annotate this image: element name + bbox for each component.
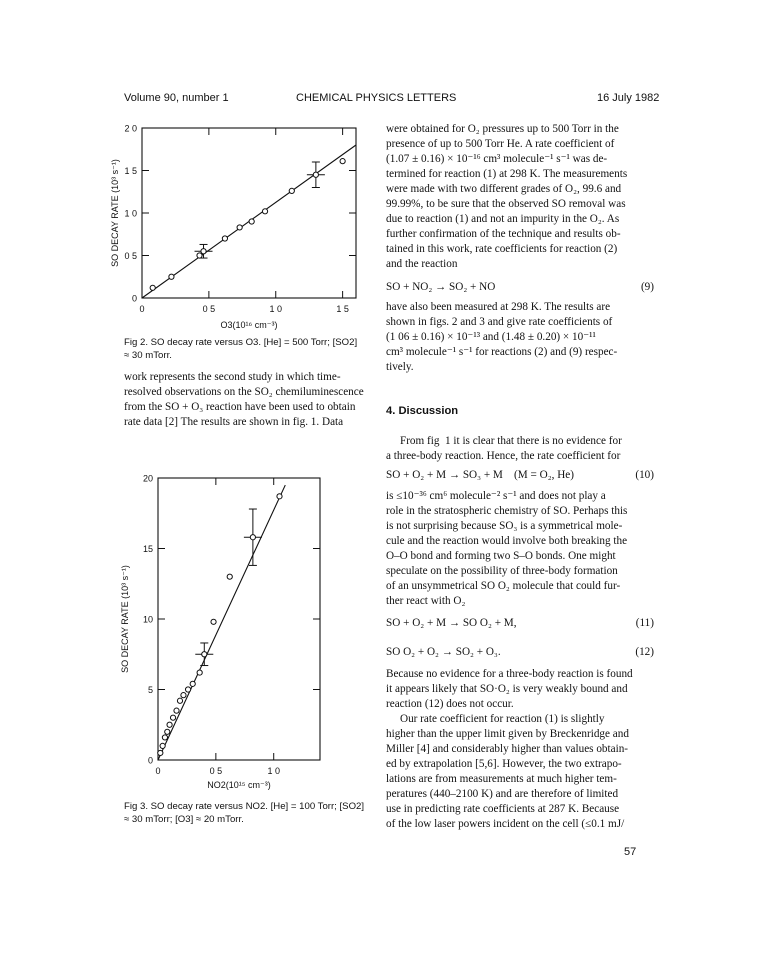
equation-text: SO + O₂ + M → SO₃ + M (M = O₂, He): [386, 469, 574, 481]
data-point: [185, 687, 190, 692]
data-point: [150, 285, 155, 290]
right-paragraph-4: [386, 489, 656, 609]
text-line: presence of up to 500 Torr He. A rate coefficient of: [386, 138, 615, 150]
text-line: of the low laser powers incident on the cell (≤0.1 mJ/: [386, 818, 625, 830]
x-tick-label: 1 5: [336, 304, 349, 314]
x-tick-label: 0 5: [209, 766, 223, 776]
equation-11: [386, 617, 654, 629]
figure-3-chart: [118, 468, 338, 793]
text-line: lations are from measurements at much higher tem-: [386, 773, 617, 785]
data-point: [170, 715, 175, 720]
text-line: cule and the reaction would involve both breaking the: [386, 535, 628, 547]
equation-number: (9): [640, 281, 654, 293]
x-axis-label: O3(10¹⁶ cm⁻³): [220, 320, 278, 330]
text-line: reaction (12) does not occur.: [386, 698, 514, 710]
right-paragraph-3: [386, 434, 656, 464]
text-line: role in the stratospheric chemistry of SO. Perhaps this: [386, 505, 628, 517]
equation-text: SO O₂ + O₂ → SO₂ + O₃.: [386, 646, 501, 658]
plot-frame: [142, 128, 356, 298]
figure-3-caption-line: Fig 3. SO decay rate versus NO2. [He] = 100 Torr; [SO2]: [124, 801, 365, 812]
equation-9: [386, 281, 654, 293]
text-line: speculate on the possibility of three-body formation: [386, 565, 618, 577]
text-line: (1 06 ± 0.16) × 10⁻¹³ and (1.48 ± 0.20) × 10⁻¹¹: [386, 331, 596, 343]
x-tick-label: 0 5: [202, 304, 216, 314]
data-point: [289, 188, 294, 193]
x-axis-label: NO2(10¹⁵ cm⁻³): [207, 780, 271, 790]
data-point: [237, 225, 242, 230]
y-tick-label: 10: [142, 614, 153, 625]
text-line: of an unsymmetrical SO O₂ molecule that could fur-: [386, 580, 621, 592]
data-point: [201, 249, 206, 254]
data-point: [162, 735, 167, 740]
x-tick-label: 0: [139, 304, 145, 314]
text-line: 99.99%, to be sure that the observed SO removal was: [386, 198, 626, 210]
text-line: from the SO + O₃ reaction have been used to obtain: [124, 401, 356, 413]
text-line: further confirmation of the technique and results ob-: [386, 228, 621, 240]
data-point: [158, 750, 163, 755]
text-line: peratures (440–2100 K) and are therefore of limited: [386, 788, 619, 800]
text-line: tively.: [386, 361, 414, 373]
y-tick-label: 2 0: [124, 123, 137, 134]
data-point: [202, 652, 207, 657]
equation-number: (11): [635, 617, 654, 629]
data-point: [227, 574, 232, 579]
journal-date: 16 July 1982: [597, 92, 660, 104]
text-line: is ≤10⁻³⁶ cm⁶ molecule⁻² s⁻¹ and does not play a: [386, 490, 606, 502]
text-line: resolved observations on the SO₂ chemiluminescence: [124, 386, 364, 398]
figure-3-caption-line: ≈ 30 mTorr; [O3] ≈ 20 mTorr.: [124, 814, 244, 825]
data-point: [167, 722, 172, 727]
data-point: [277, 494, 282, 499]
plot-frame: [158, 478, 320, 760]
text-line: Because no evidence for a three-body reaction is found: [386, 668, 633, 680]
page-number: 57: [624, 846, 637, 858]
data-point: [340, 159, 345, 164]
fit-line: [158, 485, 285, 760]
text-line: Our rate coefficient for reaction (1) is slightly: [386, 713, 605, 725]
journal-volume: Volume 90, number 1: [124, 92, 229, 104]
figure-2-caption-line: Fig 2. SO decay rate versus O3. [He] = 500 Torr; [SO2]: [124, 337, 358, 348]
equation-10: [386, 469, 654, 481]
x-tick-label: 1 0: [267, 766, 280, 776]
text-line: higher than the upper limit given by Breckenridge and: [386, 728, 629, 740]
equation-text: SO + NO₂ → SO₂ + NO: [386, 281, 496, 293]
text-line: ed by extrapolation [5,6]. However, the two extrapo-: [386, 758, 622, 770]
text-line: were obtained for O₂ pressures up to 500 Torr in the: [386, 123, 619, 135]
journal-title: CHEMICAL PHYSICS LETTERS: [296, 92, 457, 104]
right-paragraph-1: [386, 122, 656, 272]
text-line: tained in this work, rate coefficients for reaction (2): [386, 243, 618, 255]
text-line: From fig 1 it is clear that there is no evidence for: [386, 435, 622, 447]
text-line: have also been measured at 298 K. The results are: [386, 301, 611, 313]
section-heading: 4. Discussion: [386, 405, 459, 417]
y-tick-label: 0: [131, 293, 137, 304]
text-line: Miller [4] and considerably higher than values obtain-: [386, 743, 629, 755]
equation-12: [386, 646, 654, 658]
text-line: O–O bond and forming two S–O bonds. One might: [386, 550, 616, 562]
data-point: [262, 209, 267, 214]
equation-number: (10): [635, 469, 654, 481]
y-tick-label: 1 5: [124, 166, 137, 176]
text-line: is not surprising because SO₃ is a symmetrical mole-: [386, 520, 623, 532]
figure-3-caption: [124, 800, 379, 826]
equation-text: SO + O₂ + M → SO O₂ + M,: [386, 617, 517, 629]
data-point: [174, 708, 179, 713]
figure-2-caption: [124, 336, 379, 362]
right-paragraph-2: [386, 300, 656, 375]
x-tick-label: 1 0: [269, 304, 283, 314]
text-line: were made with two different grades of O₂, 99.6 and: [386, 183, 622, 195]
x-tick-label: 0: [155, 766, 161, 776]
text-line: ther react with O₂: [386, 595, 466, 607]
y-tick-label: 1 0: [124, 208, 137, 219]
data-point: [313, 172, 318, 177]
y-tick-label: 20: [142, 473, 153, 484]
text-line: a three-body reaction. Hence, the rate coefficient for: [386, 450, 621, 462]
text-line: work represents the second study in which time-: [124, 371, 341, 383]
text-line: use in predicting rate coefficients at 287 K. Because: [386, 803, 620, 815]
y-tick-label: 0: [147, 755, 153, 766]
y-tick-label: 5: [147, 685, 153, 695]
data-point: [190, 681, 195, 686]
data-point: [197, 670, 202, 675]
y-axis-label: SO DECAY RATE (10³ s⁻¹): [120, 565, 130, 673]
y-tick-label: 15: [142, 544, 153, 554]
text-line: cm³ molecule⁻¹ s⁻¹ for reactions (2) and (9) respec-: [386, 346, 618, 358]
data-point: [160, 743, 165, 748]
data-point: [197, 253, 202, 258]
data-point: [250, 535, 255, 540]
figure-2-caption-line: ≈ 30 mTorr.: [124, 350, 172, 361]
right-paragraph-5: [386, 667, 656, 832]
figure-2-chart: [108, 116, 368, 331]
data-point: [222, 236, 227, 241]
left-body-paragraph: [124, 370, 374, 430]
text-line: shown in figs. 2 and 3 and give rate coefficients of: [386, 316, 613, 328]
data-point: [169, 274, 174, 279]
y-axis-label: SO DECAY RATE (10³ s⁻¹): [110, 159, 120, 267]
data-point: [165, 729, 170, 734]
y-tick-label: 0 5: [124, 251, 137, 261]
text-line: termined for reaction (1) at 298 K. The measurements: [386, 168, 628, 180]
data-point: [249, 219, 254, 224]
text-line: and the reaction: [386, 258, 458, 270]
data-point: [177, 698, 182, 703]
equation-number: (12): [635, 646, 654, 658]
data-point: [211, 619, 216, 624]
data-point: [181, 693, 186, 698]
text-line: it appears likely that SO·O₂ is very weakly bound and: [386, 683, 628, 695]
text-line: due to reaction (1) and not an impurity in the O₂. As: [386, 213, 620, 225]
text-line: (1.07 ± 0.16) × 10⁻¹⁶ cm³ molecule⁻¹ s⁻¹ was de-: [386, 153, 608, 165]
text-line: rate data [2] The results are shown in fig. 1. Data: [124, 416, 344, 428]
